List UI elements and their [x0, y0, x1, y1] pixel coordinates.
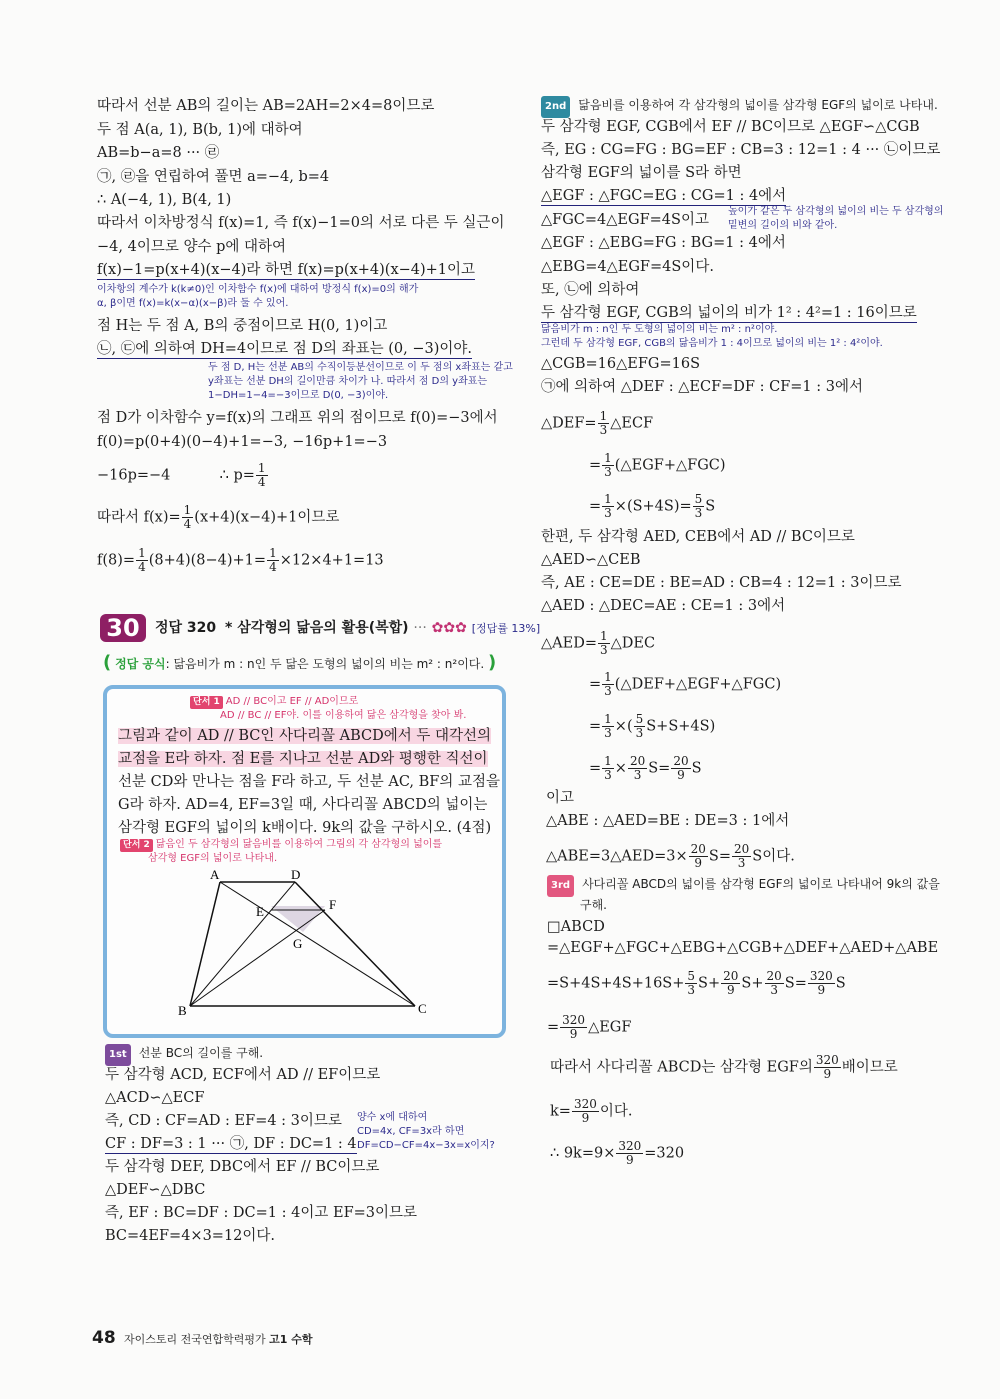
equation-line: [541, 630, 655, 657]
label-E: E: [256, 904, 264, 919]
underlined-text: △EGF : △FGC=EG : CG=1 : 4에서: [541, 188, 787, 204]
text-line: △EBG=4△EGF=4S이다.: [541, 259, 714, 275]
fraction: [598, 410, 610, 437]
fraction: [808, 970, 835, 997]
hint-tag: 단서 2: [120, 839, 153, 852]
fraction: [267, 547, 279, 574]
text-line: □ABCD: [547, 919, 605, 935]
step-1-title: [105, 1043, 263, 1066]
text-line: −4, 4이므로 양수 p에 대하여: [97, 239, 286, 255]
denominator: 9: [726, 983, 735, 997]
text-line: =△EGF+△FGC+△EBG+△CGB+△DEF+△AED+△ABE: [547, 940, 939, 956]
numerator: 1: [604, 492, 612, 506]
numerator: 1: [604, 754, 612, 768]
denominator: 9: [581, 1111, 590, 1125]
equation-part: ×(: [614, 718, 633, 735]
numerator: 1: [269, 546, 277, 560]
question-text: 그림과 같이 AD // BC인 사다리꼴 ABCD에서 두 대각선의: [118, 728, 491, 744]
fraction: [602, 671, 614, 698]
equation-line: [589, 452, 726, 479]
numerator: 20: [733, 842, 750, 856]
annotation-note: 밑변의 길이의 비와 같아.: [728, 220, 838, 231]
problem-number-badge: 30: [100, 614, 146, 642]
label-D: D: [291, 870, 301, 882]
equation-line: [550, 1098, 632, 1125]
label-F: F: [329, 897, 337, 912]
label-C: C: [418, 1001, 427, 1016]
numerator: 5: [694, 492, 703, 506]
formula-text: : 닮음비가 m : n인 두 닮은 도형의 넓이의 비는 m² : n²이다.: [165, 657, 485, 671]
text-line: ∴ A(−4, 1), B(4, 1): [97, 192, 232, 208]
denominator: 9: [817, 983, 826, 997]
denominator: 9: [694, 856, 703, 870]
step-badge: 2nd: [541, 96, 570, 118]
numerator: 1: [604, 712, 612, 726]
fraction: [598, 630, 610, 657]
numerator: 1: [183, 503, 192, 517]
annotation-note: y좌표는 선분 DH의 길이만큼 차이가 나. 따라서 점 D의 y좌표는: [208, 376, 488, 387]
equation-part: S+S+4S): [646, 718, 716, 735]
denominator: 9: [677, 768, 685, 782]
numerator: 320: [809, 969, 833, 983]
hint-2-line2: 삼각형 EGF의 넓이로 나타내.: [148, 853, 278, 864]
step-3-title: [547, 874, 940, 897]
correct-rate: [정답률 13%]: [471, 622, 541, 635]
step-badge: 1st: [105, 1044, 131, 1066]
denominator: 3: [599, 643, 608, 657]
fraction: [602, 452, 614, 479]
text-line: △EGF : △EBG=FG : BG=1 : 4에서: [541, 235, 786, 251]
equation-part: S: [705, 498, 716, 515]
question-line: [118, 726, 491, 746]
underlined-text: 두 삼각형 EGF, CGB의 넓이의 비가 1² : 4²=1 : 16이므로: [541, 305, 917, 321]
question-text: 교점을 E라 하자. 점 E를 지나고 선분 AD와 평행한 직선이: [118, 751, 488, 767]
equation-part: S: [835, 975, 846, 992]
text-line: [105, 1134, 357, 1154]
trapezoid-figure: [170, 870, 440, 1020]
text-line: [97, 504, 339, 531]
dots: ···: [413, 620, 427, 636]
denominator: 3: [604, 726, 612, 740]
book-name: 자이스토리 전국연합학력평가: [124, 1333, 266, 1346]
fraction: [136, 547, 148, 574]
numerator: 5: [635, 712, 644, 726]
annotation-note: 두 점 D, H는 선분 AB의 수직이등분선이므로 이 두 점의 x좌표는 같고: [208, 362, 513, 373]
equation-part: (8+4)(8−4)+1=: [148, 552, 267, 569]
fraction: [602, 493, 614, 520]
text-line: △DEF∽△DBC: [105, 1182, 206, 1198]
equation-part: 배이므로: [841, 1059, 898, 1076]
step-3-title-line2: 구해.: [580, 898, 607, 912]
denominator: 3: [604, 465, 612, 479]
equals: =: [589, 760, 602, 777]
equation-part: (△EGF+△FGC): [614, 457, 726, 474]
grade-subject: 고1 수학: [269, 1333, 313, 1346]
fraction: [182, 504, 194, 531]
equals: =: [589, 457, 602, 474]
numerator: 320: [573, 1097, 597, 1111]
text-line: BC=4EF=4×3=12이다.: [105, 1228, 276, 1244]
equation-part: S=: [784, 975, 807, 992]
fraction: [572, 1098, 599, 1125]
numerator: 1: [604, 451, 612, 465]
text-line: 즉, EG : CG=FG : BG=EF : CB=3 : 12=1 : 4 ··· ㉡이므로: [541, 142, 941, 158]
label-B: B: [178, 1003, 187, 1018]
step-2-title: [541, 95, 938, 118]
underlined-text: f(x)−1=p(x+4)(x−4)라 하면 f(x)=p(x+4)(x−4)+1이고: [97, 262, 476, 278]
equation-line: [589, 713, 715, 740]
denominator: 3: [694, 506, 703, 520]
text-line: △AED∽△CEB: [541, 552, 641, 568]
equation-line: [589, 493, 715, 520]
text-line: AB=b−a=8 ··· ㉣: [97, 145, 220, 161]
text-line: 삼각형 EGF의 넓이를 S라 하면: [541, 165, 742, 181]
annotation-note: 높이가 같은 두 삼각형의 넓이의 비는 두 삼각형의: [728, 206, 944, 217]
equation-part: △ABE=3△AED=3×: [546, 848, 688, 865]
fraction: [721, 970, 740, 997]
formula-line: [103, 653, 496, 674]
denominator: 3: [599, 423, 608, 437]
step-title: 닮음비를 이용하여 각 삼각형의 넓이를 삼각형 EGF의 넓이로 나타내.: [578, 98, 938, 112]
equation-line: [547, 970, 846, 997]
annotation-note: 1−DH=1−4=−3이므로 D(0, −3)이야.: [208, 390, 389, 401]
step-badge: 3rd: [547, 875, 574, 897]
text-line: [97, 260, 475, 280]
text-line: 즉, CD : CF=AD : EF=4 : 3이므로: [105, 1113, 342, 1129]
text-line: 두 삼각형 ACD, ECF에서 AD // EF이므로: [105, 1067, 381, 1083]
hint-text: 닮음인 두 삼각형의 닮음비를 이용하여 그림의 각 삼각형의 넓이를: [155, 839, 443, 850]
fraction: [628, 755, 647, 782]
annotation-note: α, β이면 f(x)=k(x−α)(x−β)라 둘 수 있어.: [97, 298, 289, 309]
text-line: 두 삼각형 EGF, CGB에서 EF // BC이므로 △EGF∽△CGB: [541, 119, 920, 135]
text-line: [97, 462, 269, 489]
text-line: f(0)=p(0+4)(0−4)+1=−3, −16p+1=−3: [97, 434, 388, 450]
fraction: [671, 755, 690, 782]
denominator: 4: [257, 475, 266, 489]
fraction: [689, 843, 708, 870]
equation-part: △DEF=: [541, 415, 597, 432]
numerator: 20: [690, 842, 706, 856]
equation-part: △AED=: [541, 635, 597, 652]
equation-part: f(8)=: [97, 552, 136, 569]
equation-line: [541, 410, 653, 437]
fraction: [602, 755, 614, 782]
text-line: [97, 547, 384, 574]
numerator: 20: [723, 969, 739, 983]
equation-part: ∴ p=: [219, 467, 255, 484]
numerator: 320: [562, 1013, 586, 1027]
equation-line: [589, 755, 702, 782]
problem-header: [155, 618, 540, 639]
numerator: 320: [618, 1139, 642, 1153]
text-line: △AED : △DEC=AE : CE=1 : 3에서: [541, 598, 786, 614]
hint-2: [120, 838, 442, 852]
equation-part: △DEC: [610, 635, 656, 652]
difficulty-stars-icon: ✿✿✿: [431, 620, 467, 636]
denominator: 4: [269, 560, 277, 574]
underlined-text: CF : DF=3 : 1 ··· ㉠, DF : DC=1 : 4: [105, 1136, 357, 1152]
equation-line: [589, 671, 781, 698]
equation-part: S+: [698, 975, 721, 992]
step-title: 사다리꼴 ABCD의 넓이를 삼각형 EGF의 넓이로 나타내어 9k의 값을: [582, 877, 940, 891]
text-line: 따라서 이차방정식 f(x)=1, 즉 f(x)−1=0의 서로 다른 두 실근이: [97, 215, 505, 231]
equation-part: =320: [644, 1145, 685, 1162]
question-line: 선분 CD와 만나는 점을 F라 하고, 두 선분 AC, BF의 교점을: [118, 774, 500, 790]
label-G: G: [293, 936, 303, 951]
denominator: 3: [633, 768, 642, 782]
denominator: 9: [626, 1153, 634, 1167]
text-line: △CGB=16△EFG=16S: [541, 356, 700, 372]
text-line: 즉, EF : BC=DF : DC=1 : 4이고 EF=3이므로: [105, 1205, 418, 1221]
question-line: [118, 749, 488, 769]
answer-label: 정답 320: [155, 620, 217, 636]
annotation-note: 닮음비가 m : n인 두 도형의 넓이의 비는 m² : n²이야.: [541, 324, 778, 335]
question-line: G라 하자. AD=4, EF=3일 때, 사다리꼴 ABCD의 넓이는: [118, 797, 488, 813]
denominator: 3: [635, 726, 644, 740]
text-line: 두 삼각형 DEF, DBC에서 EF // BC이므로: [105, 1159, 380, 1175]
equation-line: [550, 1054, 898, 1081]
paren: ): [488, 652, 497, 673]
fraction: [814, 1054, 841, 1081]
equation-part: S+: [741, 975, 764, 992]
text-line: 또, ㉡에 의하여: [541, 282, 640, 298]
hint-1-line2: AD // BC // EF야. 이를 이용하여 닮은 삼각형을 찾아 봐.: [220, 710, 467, 721]
hint-tag: 단서 1: [190, 696, 223, 709]
equation-part: =S+4S+4S+16S+: [547, 975, 685, 992]
denominator: 3: [604, 684, 612, 698]
denominator: 3: [604, 506, 612, 520]
equation-part: ×(S+4S)=: [614, 498, 692, 515]
text-line: 한편, 두 삼각형 AED, CEB에서 AD // BC이므로: [541, 529, 855, 545]
topic-label: * 삼각형의 닮음의 활용(복합): [225, 620, 409, 636]
equation-part: ∴ 9k=9×: [550, 1145, 616, 1162]
text-line: 점 D가 이차함수 y=f(x)의 그래프 위의 점이므로 f(0)=−3에서: [97, 410, 498, 426]
numerator: 20: [629, 754, 646, 768]
numerator: 1: [599, 409, 608, 423]
text-line: 따라서 선분 AB의 길이는 AB=2AH=2×4=8이므로: [97, 98, 435, 114]
numerator: 320: [815, 1053, 839, 1067]
equals: =: [589, 676, 602, 693]
equals: =: [589, 718, 602, 735]
text-line: [541, 303, 917, 323]
numerator: 1: [138, 546, 146, 560]
underlined-text: ㉡, ㉢에 의하여 DH=4이므로 점 D의 좌표는 (0, −3)이야.: [97, 341, 472, 357]
text-line: ㉠, ㉣을 연립하여 풀면 a=−4, b=4: [97, 169, 330, 185]
fraction: [685, 970, 697, 997]
denominator: 4: [138, 560, 146, 574]
formula-label: 정답 공식: [115, 657, 166, 671]
denominator: 9: [569, 1027, 578, 1041]
denominator: 9: [823, 1067, 832, 1081]
equation-part: (x+4)(x−4)+1이므로: [194, 509, 340, 526]
equation-part: 따라서 사다리꼴 ABCD는 삼각형 EGF의: [550, 1059, 813, 1076]
equation-part: =: [547, 1019, 560, 1036]
annotation-note: DF=CD−CF=4x−3x=x이지?: [357, 1140, 495, 1151]
equation-part: S이다.: [752, 848, 795, 865]
equation-line: [547, 1014, 631, 1041]
equation-part: k=: [550, 1103, 571, 1120]
denominator: 3: [604, 768, 612, 782]
equation-part: S=: [648, 760, 671, 777]
text-line: 점 H는 두 점 A, B의 중점이므로 H(0, 1)이고: [97, 318, 388, 334]
fraction: [732, 843, 751, 870]
text-line: [541, 186, 786, 206]
fraction: [256, 462, 268, 489]
numerator: 1: [599, 629, 608, 643]
paren: (: [103, 652, 112, 673]
text-line: △ACD∽△ECF: [105, 1090, 205, 1106]
equation-part: S: [691, 760, 702, 777]
numerator: 1: [257, 461, 266, 475]
page-number: 48: [92, 1328, 116, 1348]
question-line: 삼각형 EGF의 넓이의 k배이다. 9k의 값을 구하시오. (4점): [118, 820, 492, 836]
equals: =: [589, 498, 602, 515]
equation-part: ×: [614, 760, 627, 777]
equation-part: (△DEF+△EGF+△FGC): [614, 676, 782, 693]
step-title: 선분 BC의 길이를 구해.: [138, 1046, 264, 1060]
text-line: 이고: [546, 790, 575, 806]
equation-part: −16p=−4: [97, 467, 171, 484]
book-title: [124, 1331, 313, 1347]
numerator: 1: [604, 670, 612, 684]
fraction: [765, 970, 784, 997]
equation-line: [550, 1140, 684, 1167]
text-line: 두 점 A(a, 1), B(b, 1)에 대하여: [97, 122, 303, 138]
hint-text: AD // BC이고 EF // AD이므로: [225, 696, 359, 707]
equation-part: 이다.: [599, 1103, 633, 1120]
equation-line: [546, 843, 795, 870]
numerator: 5: [687, 969, 696, 983]
numerator: 20: [673, 754, 689, 768]
fraction: [693, 493, 705, 520]
fraction: [560, 1014, 587, 1041]
annotation-note: 그런데 두 삼각형 EGF, CGB의 닮음비가 1 : 4이므로 넓이의 비는 1² : 4²이야.: [541, 338, 883, 349]
fraction: [634, 713, 646, 740]
denominator: 4: [183, 517, 192, 531]
equation-part: ×12×4+1=13: [279, 552, 384, 569]
denominator: 3: [770, 983, 778, 997]
denominator: 3: [687, 983, 696, 997]
equation-part: 따라서 f(x)=: [97, 509, 181, 526]
annotation-note: CD=4x, CF=3x라 하면: [357, 1126, 465, 1137]
annotation-note: 이차항의 계수가 k(k≠0)인 이차함수 f(x)에 대하여 방정식 f(x)=0의 해가: [97, 284, 419, 295]
numerator: 20: [766, 969, 782, 983]
equation-part: S=: [708, 848, 731, 865]
text-line: 즉, AE : CE=DE : BE=AD : CB=4 : 12=1 : 3이므로: [541, 575, 902, 591]
fraction: [602, 713, 614, 740]
label-A: A: [210, 870, 220, 882]
fraction: [616, 1140, 643, 1167]
text-line: ㉠에 의하여 △DEF : △ECF=DF : CF=1 : 3에서: [541, 379, 863, 395]
text-line: △FGC=4△EGF=4S이고: [541, 212, 709, 228]
equation-part: △EGF: [588, 1019, 632, 1036]
annotation-note: 양수 x에 대하여: [357, 1112, 428, 1123]
denominator: 3: [737, 856, 746, 870]
hint-1: [190, 695, 358, 709]
text-line: △ABE : △AED=BE : DE=3 : 1에서: [546, 813, 790, 829]
text-line: [97, 339, 472, 359]
equation-part: △ECF: [610, 415, 654, 432]
